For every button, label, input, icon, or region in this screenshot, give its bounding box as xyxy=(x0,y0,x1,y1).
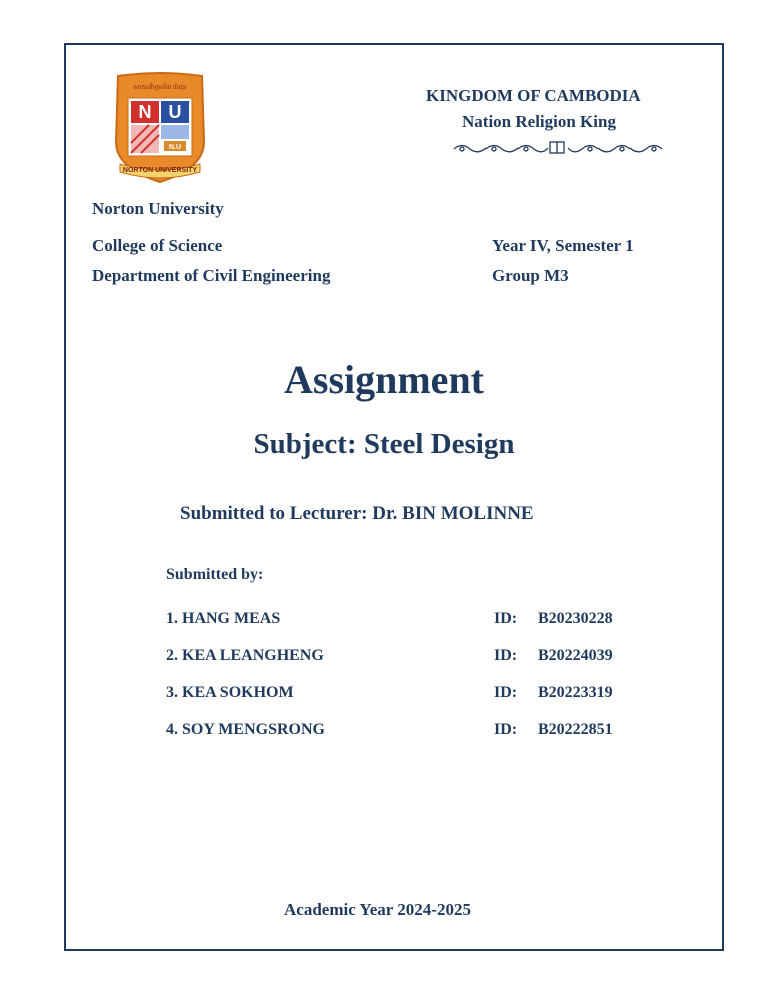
student-id: B20224039 xyxy=(538,647,613,664)
year-semester: Year IV, Semester 1 xyxy=(492,236,634,255)
student-id: B20223319 xyxy=(538,684,613,701)
student-row xyxy=(166,647,666,669)
student-id-label: ID: xyxy=(494,684,518,701)
country-name: KINGDOM OF CAMBODIA xyxy=(426,86,641,105)
student-name: 2. KEA LEANGHENG xyxy=(166,647,324,664)
student-name: 1. HANG MEAS xyxy=(166,610,281,627)
group-name: Group M3 xyxy=(492,266,569,285)
logo-badge: N.U xyxy=(168,144,182,151)
student-name: 3. KEA SOKHOM xyxy=(166,684,294,701)
student-id: B20230228 xyxy=(538,610,613,627)
logo-letter-u: U xyxy=(168,102,182,122)
academic-year: Academic Year 2024-2025 xyxy=(284,900,471,919)
subject-title: Subject: Steel Design xyxy=(253,428,515,460)
logo-bottom-text: NORTON UNIVERSITY xyxy=(122,167,198,174)
norton-university-logo xyxy=(112,72,208,184)
college-name: College of Science xyxy=(92,236,223,255)
logo-top-text: សាកលវិទ្យាល័យ ន័រតុន xyxy=(133,85,187,91)
student-row xyxy=(166,684,666,706)
lecturer-line: Submitted to Lecturer: Dr. BIN MOLINNE xyxy=(180,503,534,524)
student-row xyxy=(166,721,666,743)
student-id-label: ID: xyxy=(494,610,518,627)
decorative-divider-icon xyxy=(452,140,664,156)
logo-letter-n: N xyxy=(138,102,152,122)
student-id-label: ID: xyxy=(494,721,518,738)
student-name: 4. SOY MENGSRONG xyxy=(166,721,325,738)
student-row xyxy=(166,610,666,632)
national-motto: Nation Religion King xyxy=(462,112,616,131)
document-title: Assignment xyxy=(283,357,485,402)
university-name: Norton University xyxy=(92,199,224,218)
student-id: B20222851 xyxy=(538,721,613,738)
department-name: Department of Civil Engineering xyxy=(92,266,331,285)
submitted-by-label: Submitted by: xyxy=(166,566,264,583)
student-id-label: ID: xyxy=(494,647,518,664)
